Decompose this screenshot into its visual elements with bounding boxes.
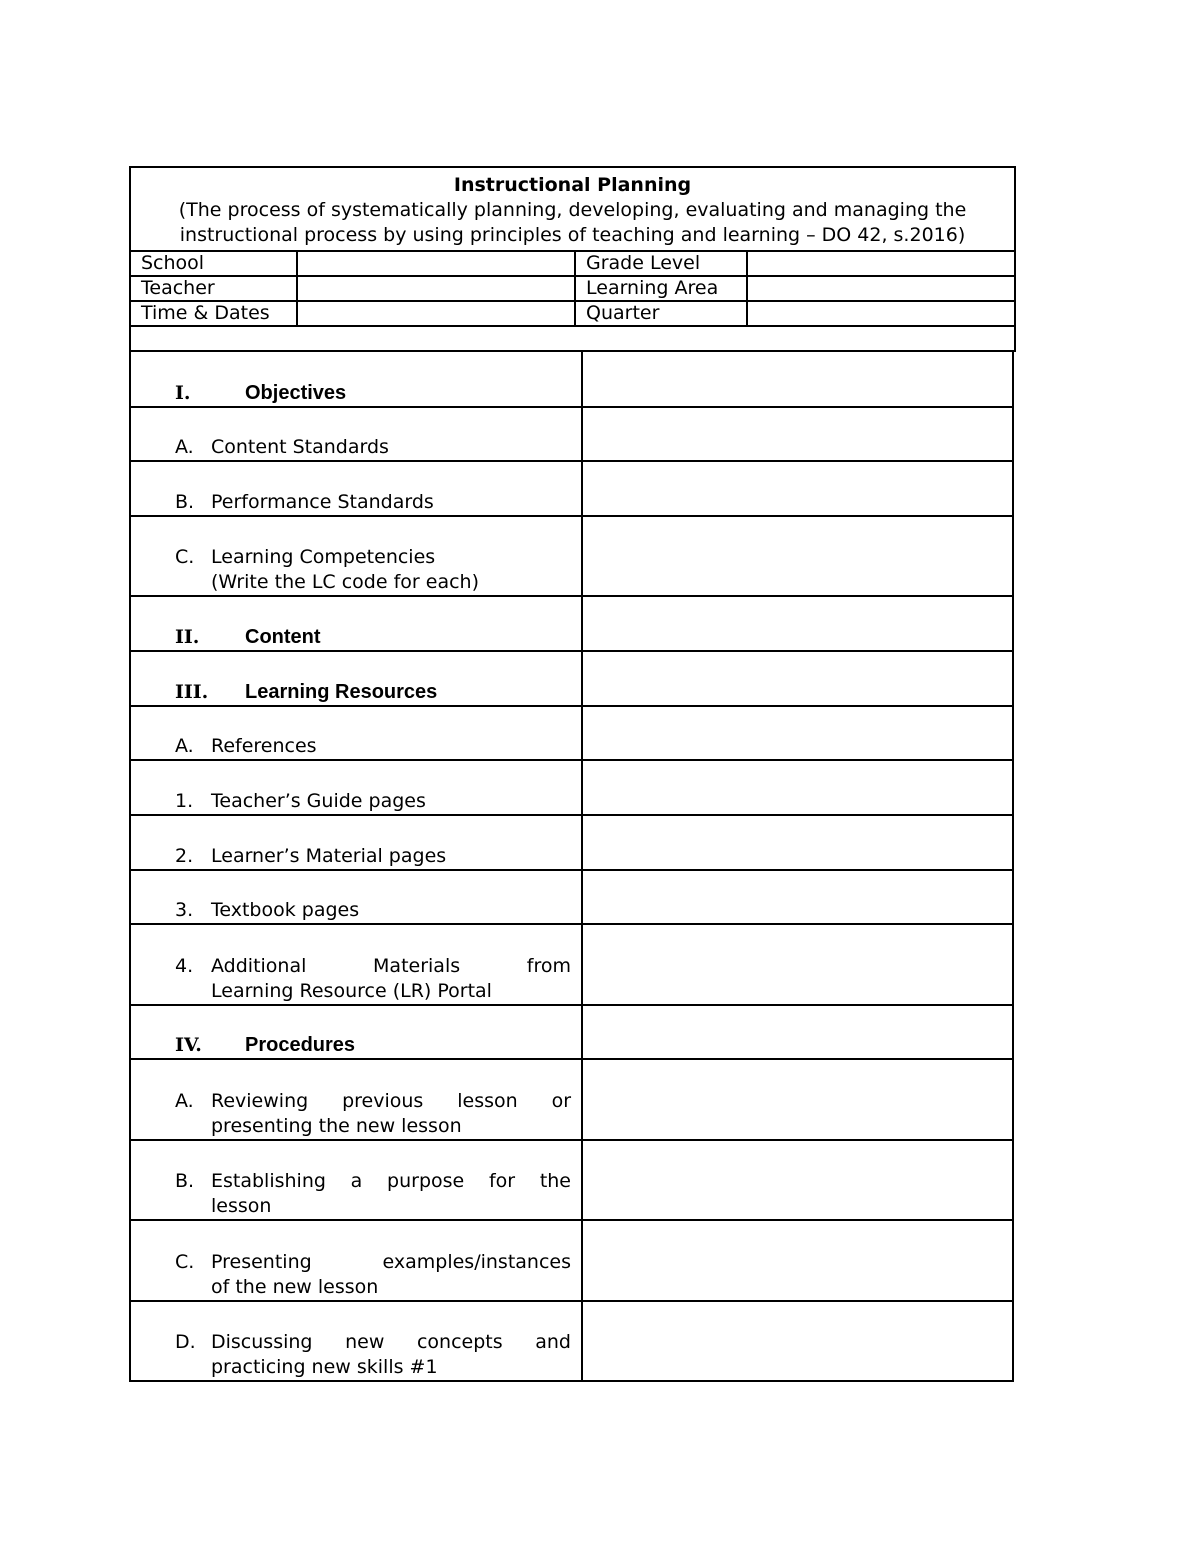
teachers-guide-cell (130, 760, 582, 815)
performance-standards-cell (130, 461, 582, 516)
additional-materials-entry[interactable] (582, 924, 1013, 1005)
discussing-entry[interactable] (582, 1301, 1013, 1381)
establishing-line-2: lesson (211, 1195, 272, 1217)
references-label: References (211, 735, 317, 757)
form-subtitle-line-2: instructional process by using principles of teaching and learning – DO 42, s.2016) (179, 224, 966, 246)
reviewing-line-2: presenting the new lesson (211, 1115, 462, 1137)
discussing-marker: D. (175, 1331, 196, 1353)
learners-material-marker: 2. (175, 845, 194, 867)
procedures-heading-cell (130, 1005, 582, 1059)
textbook-cell (130, 870, 582, 924)
presenting-line-2: of the new lesson (211, 1276, 379, 1298)
references-entry[interactable] (582, 706, 1013, 760)
content-entry[interactable] (582, 596, 1013, 651)
teachers-guide-entry[interactable] (582, 760, 1013, 815)
textbook-entry[interactable] (582, 870, 1013, 924)
presenting-marker: C. (175, 1251, 195, 1273)
learning-area-label: Learning Area (575, 276, 747, 301)
content-standards-cell (130, 407, 582, 461)
learners-material-label: Learner’s Material pages (211, 845, 447, 867)
objectives-heading: Objectives (245, 382, 347, 404)
presenting-entry[interactable] (582, 1220, 1013, 1301)
learning-resources-numeral: III. (175, 681, 209, 703)
lesson-plan-table (129, 350, 1014, 1382)
procedures-heading: Procedures (245, 1034, 356, 1056)
learning-competencies-label: Learning Competencies (211, 546, 436, 568)
procedures-entry[interactable] (582, 1005, 1013, 1059)
teacher-field[interactable] (297, 276, 575, 301)
objectives-heading-cell (130, 351, 582, 407)
content-standards-marker: A. (175, 436, 194, 458)
performance-standards-label: Performance Standards (211, 491, 434, 513)
discussing-line-2: practicing new skills #1 (211, 1356, 438, 1378)
objectives-entry[interactable] (582, 351, 1013, 407)
reviewing-marker: A. (175, 1090, 194, 1112)
establishing-entry[interactable] (582, 1140, 1013, 1220)
discussing-cell (130, 1301, 582, 1381)
learning-competencies-cell (130, 516, 582, 596)
time-dates-field[interactable] (297, 301, 575, 326)
lesson-plan-form (129, 166, 1014, 1382)
header-row-school (130, 251, 1015, 276)
school-field[interactable] (297, 251, 575, 276)
quarter-label: Quarter (575, 301, 747, 326)
additional-materials-cell (130, 924, 582, 1005)
presenting-cell (130, 1220, 582, 1301)
school-label: School (130, 251, 297, 276)
content-standards-entry[interactable] (582, 407, 1013, 461)
form-header-table (129, 166, 1016, 352)
establishing-cell (130, 1140, 582, 1220)
objectives-numeral: I. (175, 382, 191, 404)
header-row-teacher (130, 276, 1015, 301)
performance-standards-marker: B. (175, 491, 195, 513)
textbook-marker: 3. (175, 899, 194, 921)
learning-area-field[interactable] (747, 276, 1015, 301)
references-marker: A. (175, 735, 194, 757)
grade-level-label: Grade Level (575, 251, 747, 276)
procedures-numeral: IV. (175, 1034, 202, 1056)
quarter-field[interactable] (747, 301, 1015, 326)
spacer-row (130, 326, 1015, 351)
establishing-marker: B. (175, 1170, 195, 1192)
learning-competencies-note: (Write the LC code for each) (211, 571, 479, 593)
additional-materials-marker: 4. (175, 955, 194, 977)
learning-resources-heading: Learning Resources (245, 681, 438, 703)
form-title-cell (130, 167, 1015, 251)
additional-materials-line-1: Additional Materials from (211, 955, 571, 977)
learners-material-entry[interactable] (582, 815, 1013, 870)
teachers-guide-marker: 1. (175, 790, 194, 812)
grade-level-field[interactable] (747, 251, 1015, 276)
reviewing-cell (130, 1059, 582, 1140)
learning-resources-heading-cell (130, 651, 582, 706)
learners-material-cell (130, 815, 582, 870)
teacher-label: Teacher (130, 276, 297, 301)
learning-competencies-entry[interactable] (582, 516, 1013, 596)
content-numeral: II. (175, 626, 200, 648)
learning-resources-entry[interactable] (582, 651, 1013, 706)
reviewing-entry[interactable] (582, 1059, 1013, 1140)
establishing-line-1: Establishing a purpose for the (211, 1170, 571, 1192)
textbook-label: Textbook pages (211, 899, 360, 921)
content-standards-label: Content Standards (211, 436, 389, 458)
references-cell (130, 706, 582, 760)
discussing-line-1: Discussing new concepts and (211, 1331, 571, 1353)
presenting-line-1: Presenting examples/instances (211, 1251, 571, 1273)
content-heading: Content (245, 626, 321, 648)
learning-competencies-marker: C. (175, 546, 195, 568)
header-row-time (130, 301, 1015, 326)
performance-standards-entry[interactable] (582, 461, 1013, 516)
teachers-guide-label: Teacher’s Guide pages (211, 790, 426, 812)
form-subtitle-line-1: (The process of systematically planning, developing, evaluating and managing the (178, 199, 967, 221)
reviewing-line-1: Reviewing previous lesson or (211, 1090, 571, 1112)
time-dates-label: Time & Dates (130, 301, 297, 326)
content-heading-cell (130, 596, 582, 651)
form-title: Instructional Planning (453, 174, 692, 196)
additional-materials-line-2: Learning Resource (LR) Portal (211, 980, 492, 1002)
